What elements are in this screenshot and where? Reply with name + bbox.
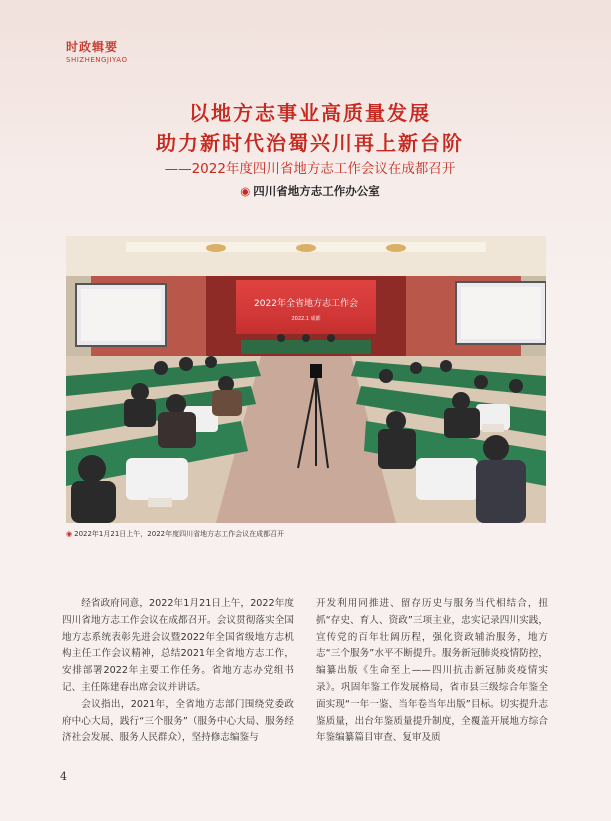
photo-caption: [66, 529, 284, 539]
section-name: 时政辑要: [66, 40, 119, 54]
headline-line-2: 助力新时代治蜀兴川再上新台阶: [156, 131, 464, 155]
subtitle: ——2022年度四川省地方志工作会议在成都召开: [164, 161, 456, 177]
screen-title: 2022年全省地方志工作会: [254, 299, 358, 309]
body-paragraph: 经省政府同意，2022年1月21日上午，2022年度四川省地方志工作会议在成都召开。会议贯彻落实全国地方志系统表彰先进会议暨2022年全国省级地方志机构主任工作会议精神，总结2021年全省地方志工作，安排部署2022年主要工作任务。省地方志办党组书记、主任陈建春出席会议并讲话。: [62, 598, 294, 693]
article-header: [60, 100, 560, 199]
body-paragraph: 会议指出，2021年，全省地方志部门围绕党委政府中心大局，践行“三个服务”（服务中心大局、服务经济社会发展、服务人民群众），坚持修志编鉴与: [62, 698, 294, 744]
author-name: 四川省地方志工作办公室: [253, 184, 380, 198]
section-name-pinyin: SHIZHENGJIYAO: [66, 56, 128, 64]
caption-bullet-icon: ◉: [66, 530, 73, 538]
headline-line-1: 以地方志事业高质量发展: [189, 101, 431, 125]
conference-photo: [66, 236, 546, 523]
body-column-right: [316, 596, 548, 747]
screen-subtitle: 2022.1 成都: [291, 316, 321, 322]
body-column-left: [62, 596, 294, 747]
body-paragraph: 开发利用同推进、留存历史与服务当代相结合，扭抓“存史、育人、资政”三项主业，忠实记录四川实践，宣传党的百年壮阔历程，强化资政辅治服务，地方志“三个服务”水平不断提升。服务新冠肺炎疫情防控，编纂出版《生命至上——四川抗击新冠肺炎疫情实录》。巩固年鉴工作发展格局，省市县三级综合年鉴全面实现“一年一鉴、当年卷当年出版”目标。切实提升志鉴质量，出台年鉴质量提升制度，全覆盖开展地方综合年鉴编纂篇目审查、复审及质: [316, 598, 548, 744]
bullet-icon: ◉: [240, 184, 251, 198]
section-tag: [66, 38, 127, 64]
author-line: [60, 183, 560, 199]
page-number: 4: [60, 770, 67, 783]
caption-text: 2022年1月21日上午，2022年度四川省地方志工作会议在成都召开: [74, 530, 285, 538]
